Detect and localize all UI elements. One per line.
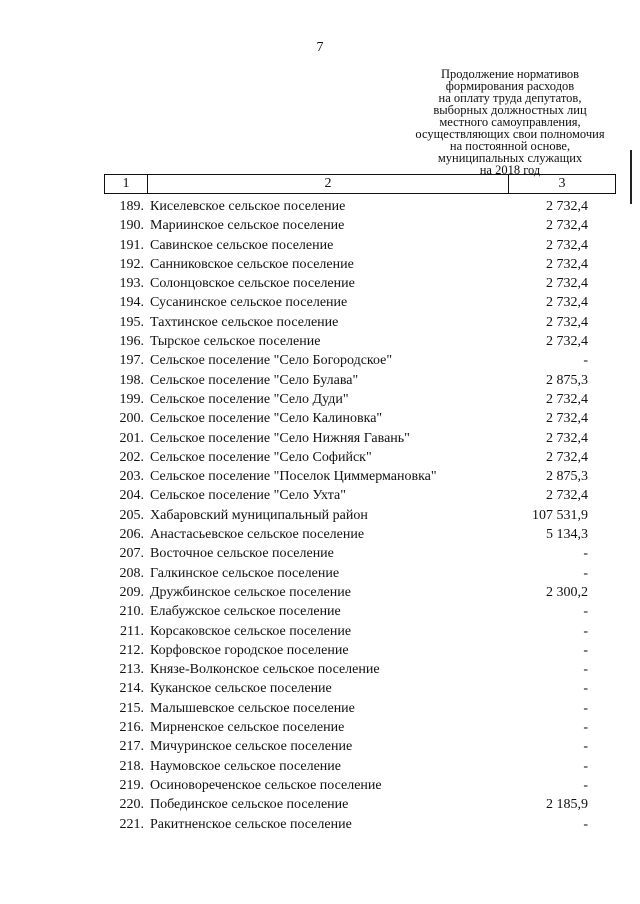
table-header xyxy=(104,174,616,194)
table-row xyxy=(104,274,616,293)
caption-line: формирования расходов xyxy=(445,79,575,93)
row-name: Куканское сельское поселение xyxy=(150,681,332,697)
row-number: 205. xyxy=(119,507,144,523)
row-number: 213. xyxy=(119,662,144,678)
row-number: 216. xyxy=(119,720,144,736)
row-value: 2 732,4 xyxy=(546,276,588,292)
row-name: Корсаковское сельское поселение xyxy=(150,623,352,639)
row-name: Восточное сельское поселение xyxy=(150,546,334,562)
caption-line: на оплату труда депутатов, xyxy=(438,91,582,105)
table-row xyxy=(104,332,616,351)
row-name: Сельское поселение "Поселок Циммермановка" xyxy=(150,469,437,485)
row-number: 200. xyxy=(119,411,144,427)
table-row xyxy=(104,429,616,448)
caption-line: на 2018 год xyxy=(479,163,541,177)
header-col-2: 2 xyxy=(148,175,509,194)
row-value: 2 732,4 xyxy=(546,256,588,272)
row-number: 194. xyxy=(119,295,144,311)
row-name: Корфовское городское поселение xyxy=(150,642,349,658)
row-value: - xyxy=(583,623,588,639)
row-number: 209. xyxy=(119,584,144,600)
row-number: 192. xyxy=(119,256,144,272)
row-name: Малышевское сельское поселение xyxy=(150,700,355,716)
row-value: 2 732,4 xyxy=(546,411,588,427)
table-row xyxy=(104,467,616,486)
table-row xyxy=(104,757,616,776)
table-caption xyxy=(405,68,615,176)
row-value: - xyxy=(583,758,588,774)
row-value: - xyxy=(583,604,588,620)
row-name: Осиновореченское сельское поселение xyxy=(150,777,382,793)
row-value: - xyxy=(583,739,588,755)
table-row xyxy=(104,699,616,718)
table-row xyxy=(104,602,616,621)
row-name: Сельское поселение "Село Дуди" xyxy=(150,391,349,407)
row-name: Сельское поселение "Село Софийск" xyxy=(150,449,372,465)
row-number: 193. xyxy=(119,276,144,292)
table-row xyxy=(104,795,616,814)
table-row xyxy=(104,216,616,235)
row-number: 201. xyxy=(119,430,144,446)
row-name: Савинское сельское поселение xyxy=(150,237,334,253)
table-row xyxy=(104,776,616,795)
table-row xyxy=(104,486,616,505)
table-row xyxy=(104,371,616,390)
row-value: - xyxy=(583,777,588,793)
row-name: Ракитненское сельское поселение xyxy=(150,816,352,832)
row-name: Князе-Волконское сельское поселение xyxy=(150,662,380,678)
row-value: 2 732,4 xyxy=(546,199,588,214)
table-row xyxy=(104,641,616,660)
row-number: 206. xyxy=(119,527,144,543)
row-value: 2 732,4 xyxy=(546,391,588,407)
table-row xyxy=(104,737,616,756)
row-number: 204. xyxy=(119,488,144,504)
scan-edge-line xyxy=(630,150,632,204)
row-number: 207. xyxy=(119,546,144,562)
table-row xyxy=(104,197,616,216)
row-number: 215. xyxy=(119,700,144,716)
table-row xyxy=(104,409,616,428)
caption-line: Продолжение нормативов xyxy=(440,67,580,81)
row-value: 2 185,9 xyxy=(546,797,588,813)
table-row xyxy=(104,583,616,602)
row-value: 2 732,4 xyxy=(546,218,588,234)
row-value: - xyxy=(583,642,588,658)
row-value: 5 134,3 xyxy=(546,527,588,543)
table-row xyxy=(104,544,616,563)
row-number: 212. xyxy=(119,642,144,658)
row-number: 197. xyxy=(119,353,144,369)
table-row xyxy=(104,236,616,255)
table-row xyxy=(104,622,616,641)
caption-line: муниципальных служащих xyxy=(437,151,583,165)
table-row xyxy=(104,255,616,274)
row-number: 189. xyxy=(119,199,144,214)
row-name: Мирненское сельское поселение xyxy=(150,720,345,736)
row-number: 191. xyxy=(119,237,144,253)
table-row xyxy=(104,564,616,583)
table-row xyxy=(104,718,616,737)
row-number: 190. xyxy=(119,218,144,234)
row-number: 221. xyxy=(119,816,144,832)
row-value: - xyxy=(583,816,588,832)
caption-line: осуществляющих свои полномочия xyxy=(415,127,605,141)
row-number: 195. xyxy=(119,314,144,330)
row-value: 2 732,4 xyxy=(546,449,588,465)
table-row xyxy=(104,660,616,679)
row-value: 2 732,4 xyxy=(546,237,588,253)
row-name: Сельское поселение "Село Калиновка" xyxy=(150,411,383,427)
row-number: 217. xyxy=(119,739,144,755)
row-number: 210. xyxy=(119,604,144,620)
table-row xyxy=(104,351,616,370)
row-name: Тахтинское сельское поселение xyxy=(150,314,339,330)
row-value: 2 875,3 xyxy=(546,372,588,388)
row-name: Елабужское сельское поселение xyxy=(150,604,341,620)
row-value: - xyxy=(583,720,588,736)
row-name: Сельское поселение "Село Ухта" xyxy=(150,488,346,504)
row-name: Киселевское сельское поселение xyxy=(150,199,346,214)
row-number: 208. xyxy=(119,565,144,581)
page-number: 7 xyxy=(316,40,324,55)
row-number: 203. xyxy=(119,469,144,485)
row-number: 202. xyxy=(119,449,144,465)
row-value: 2 300,2 xyxy=(546,584,588,600)
table-row xyxy=(104,313,616,332)
row-value: - xyxy=(583,353,588,369)
row-name: Побединское сельское поселение xyxy=(150,797,349,813)
row-name: Анастасьевское сельское поселение xyxy=(150,527,365,543)
table-row xyxy=(104,506,616,525)
table-row xyxy=(104,293,616,312)
header-col-1: 1 xyxy=(105,175,148,194)
table-row xyxy=(104,525,616,544)
row-value: 2 732,4 xyxy=(546,334,588,350)
row-number: 214. xyxy=(119,681,144,697)
caption-line: местного самоуправления, xyxy=(439,115,581,129)
row-name: Галкинское сельское поселение xyxy=(150,565,340,581)
row-value: - xyxy=(583,546,588,562)
row-name: Сельское поселение "Село Булава" xyxy=(150,372,359,388)
row-value: 2 732,4 xyxy=(546,314,588,330)
row-number: 211. xyxy=(120,623,144,639)
header-col-3: 3 xyxy=(509,175,616,194)
row-name: Сельское поселение "Село Нижняя Гавань" xyxy=(150,430,410,446)
table-row xyxy=(104,679,616,698)
row-number: 198. xyxy=(119,372,144,388)
table-row xyxy=(104,390,616,409)
row-name: Дружбинское сельское поселение xyxy=(150,584,351,600)
row-name: Тырское сельское поселение xyxy=(150,334,321,350)
row-name: Хабаровский муниципальный район xyxy=(150,507,368,523)
row-value: - xyxy=(583,662,588,678)
row-value: 2 732,4 xyxy=(546,295,588,311)
caption-line: на постоянной основе, xyxy=(449,139,571,153)
row-value: 2 875,3 xyxy=(546,469,588,485)
row-name: Мариинское сельское поселение xyxy=(150,218,345,234)
row-number: 196. xyxy=(119,334,144,350)
row-value: - xyxy=(583,700,588,716)
row-value: 2 732,4 xyxy=(546,430,588,446)
row-number: 220. xyxy=(119,797,144,813)
row-name: Солонцовское сельское поселение xyxy=(150,276,355,292)
caption-line: выборных должностных лиц xyxy=(433,103,587,117)
row-name: Сусанинское сельское поселение xyxy=(150,295,348,311)
row-number: 218. xyxy=(119,758,144,774)
table-row xyxy=(104,815,616,834)
row-number: 219. xyxy=(119,777,144,793)
row-value: - xyxy=(583,565,588,581)
row-name: Наумовское сельское поселение xyxy=(150,758,342,774)
row-value: 107 531,9 xyxy=(532,507,588,523)
row-number: 199. xyxy=(119,391,144,407)
table-header-row xyxy=(105,175,616,194)
row-name: Мичуринское сельское поселение xyxy=(150,739,353,755)
row-name: Сельское поселение "Село Богородское" xyxy=(150,353,393,369)
row-value: 2 732,4 xyxy=(546,488,588,504)
table-row xyxy=(104,448,616,467)
row-value: - xyxy=(583,681,588,697)
row-name: Санниковское сельское поселение xyxy=(150,256,354,272)
table-body xyxy=(104,197,616,834)
